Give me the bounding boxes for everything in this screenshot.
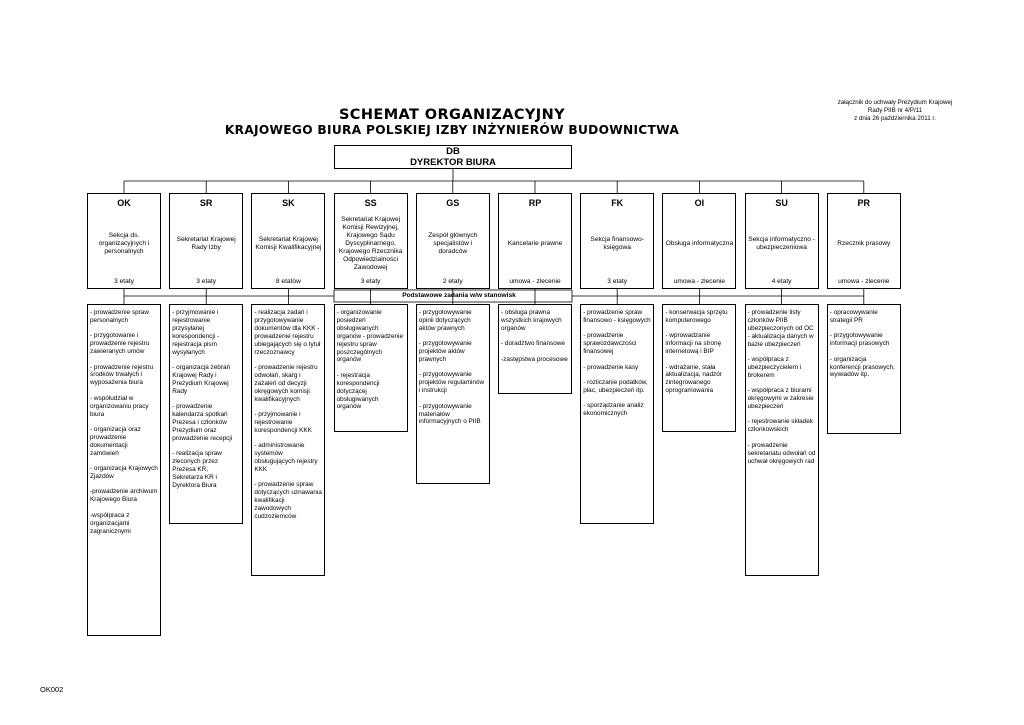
unit-staffing: 3 etaty: [114, 278, 134, 285]
director-code: DB: [446, 146, 460, 157]
task-item: - doradztwo finansowe: [501, 340, 565, 348]
task-list: [745, 304, 819, 576]
unit-description-text: Sekcja informatyczno - ubezpieczeniowa: [748, 236, 815, 251]
task-list: [251, 304, 325, 576]
unit-staffing: 3 etaty: [196, 278, 217, 285]
task-item: - przyjmowanie i rejestrowanie przysyłanej korespondencji - rejestracja pism wysyłanych: [172, 309, 220, 356]
task-item: - konserwacja sprzętu komputerowego: [665, 309, 728, 324]
unit-staffing: 3 etaty: [607, 278, 628, 285]
unit-staffing: 4 etaty: [771, 278, 792, 285]
unit-code: SU: [775, 198, 788, 208]
task-list: [580, 304, 654, 524]
unit-description-text: Sekcja ds. organizacyjnych i personalnych: [98, 232, 150, 255]
task-item: - administrowanie systemów obsługujących rejestry KKK: [254, 442, 318, 473]
attachment-note-line: z dnia 26 października 2011 r.: [854, 115, 936, 122]
task-item: - współpraca z ubezpieczycielem i brokerem: [747, 356, 802, 379]
unit-box: [498, 193, 572, 289]
task-item: - przygotowywanie informacji prasowych: [829, 332, 890, 348]
task-item: - organizowanie posiedzeń obsługiwanych organów - prowadzenie rejestru spraw poszczególnych organów: [336, 309, 404, 364]
unit-code: OI: [694, 198, 705, 208]
unit-staffing: umowa - zlecenie: [838, 278, 890, 285]
task-item: - współudział w organizowaniu pracy biura: [90, 394, 149, 418]
unit-description: [583, 216, 651, 272]
task-list: [498, 304, 572, 394]
unit-description-text: Obsługa informatyczna: [665, 240, 734, 247]
unit-description-text: Zespół głównych specjalistów i doradców: [428, 232, 478, 255]
unit-code: FK: [611, 198, 624, 208]
task-list: [416, 304, 490, 484]
task-item: - rejestracja korespondencji dotyczącej obsługiwanych organów: [336, 371, 380, 411]
unit-staffing: umowa - zlecenie: [509, 278, 561, 285]
task-item: - prowadzenie rejestru odwołań, skarg i zażaleń od decyzji okręgowych komisji kwalifikacyjnych: [254, 363, 318, 403]
task-item: -współpraca z organizacjami zagranicznymi: [90, 511, 131, 535]
unit-box: [87, 193, 161, 289]
task-item: - prowadzenie listy członków PIIB ubezpieczonych od OC - aktualizacja danych w bazie ubezpieczeń: [747, 309, 814, 348]
director-name: DYREKTOR BIURA: [410, 156, 496, 168]
unit-code: SK: [282, 198, 295, 208]
task-item: - przygotowywanie materiałów informacyjnych o PIIB: [418, 402, 481, 426]
task-item: - organizacja konferencji prasowych, wywiadów itp.: [829, 355, 895, 379]
unit-code: GS: [446, 198, 460, 208]
unit-staffing: 8 etatów: [275, 278, 301, 285]
unit-description-text: Sekretariat Krajowej Rady Izby: [176, 236, 236, 251]
task-item: - organizacja Krajowych Zjazdów: [90, 465, 158, 480]
unit-description-text: Sekretariat Krajowej Komisji Rewizyjnej, Krajowego Sądu Dyscyplinarnego, Krajowego Rzecznika Odpowiedzialności Zawodowej: [338, 216, 403, 271]
unit-code: SS: [364, 198, 377, 208]
task-item: - opracowywanie strategii PR: [829, 309, 878, 324]
task-item: - prowadzenie spraw dotyczących uznawania kwalifikacji zawodowych cudzoziemców: [254, 481, 322, 520]
unit-description: [419, 216, 487, 272]
unit-code: PR: [857, 198, 871, 208]
unit-box: [662, 193, 736, 289]
task-item: - prowadzenie spraw finansowo - księgowych: [583, 309, 651, 324]
task-item: - obsługa prawna wszystkich krajowych organów: [501, 309, 562, 332]
unit-box: [827, 193, 901, 289]
footer-code: OK002: [40, 685, 64, 694]
task-list: [169, 304, 243, 524]
task-list: [334, 304, 408, 432]
attachment-note-line: Rady PIIB nr 4/P/11: [867, 107, 923, 114]
unit-description: [337, 216, 405, 272]
task-item: - przygotowanie i prowadzenie rejestru zawieranych umów: [90, 332, 150, 356]
unit-box: [416, 193, 490, 289]
task-list: [827, 304, 901, 434]
unit-description: [748, 216, 816, 272]
unit-staffing: umowa - zlecenie: [673, 278, 726, 285]
task-item: - organizacja zebrań Krajowej Rady i Prezydium Krajowej Rady: [172, 363, 231, 395]
unit-description-text: Sekretariat Krajowej Komisji Kwalifikacyjnej: [255, 236, 322, 251]
task-item: - przygotowywanie projektów aktów prawnych: [418, 340, 472, 364]
unit-description: [830, 216, 898, 272]
task-item: - prowadzenie sprawozdawczości finansowej: [583, 332, 637, 356]
task-item: - prowadzenie kasy: [583, 363, 639, 371]
task-item: - wprowadzanie informacji na stronę internetową i BIP: [665, 332, 722, 356]
unit-box: [169, 193, 243, 289]
task-item: -zastępstwa procesowe: [501, 355, 568, 363]
page-subtitle: KRAJOWEGO BIURA POLSKIEJ IZBY INŻYNIERÓW BUDOWNICTWA: [224, 123, 680, 137]
unit-staffing: 3 etaty: [360, 278, 381, 285]
unit-box: [251, 193, 325, 289]
unit-staffing: 2 etaty: [442, 278, 463, 285]
task-item: - prowadzenie kalendarza spotkań Prezesa i członków Prezydium oraz prowadzenie recepcji: [172, 403, 233, 442]
task-item: - przygotowywanie projektów regulaminów i instrukcji: [418, 371, 485, 395]
task-item: - prowadzenie spraw personalnych: [90, 309, 149, 324]
task-item: - rejestrowanie składek członkowskich: [747, 418, 813, 434]
unit-box: [580, 193, 654, 289]
unit-box: [334, 193, 408, 289]
unit-code: OK: [117, 198, 131, 208]
task-item: - realizacja zadań i przygotowywanie dokumentów dla KKK -prowadzenie rejestru ubiegających się o tytuł rzeczoznawcy: [254, 309, 321, 356]
attachment-note-line: załącznik do uchwały Prezydium Krajowej: [837, 99, 953, 106]
task-item: - przyjmowanie i rejestrowanie korespondencji KKK: [254, 410, 312, 434]
task-item: - prowadzenie sekretariatu odwołań od uchwał okręgowych rad: [747, 441, 816, 465]
task-item: - wdrażanie, stała aktualizacja, nadzór zintegrowanego oprogramowania: [665, 363, 722, 395]
page-title: SCHEMAT ORGANIZACYJNY: [338, 107, 566, 123]
tasks-header: Podstawowe zadania w/w stanowisk: [402, 292, 516, 299]
unit-description-text: Sekcja finansowo-księgowa: [590, 236, 644, 251]
task-item: -prowadzenie archiwum Krajowego Biura: [90, 488, 158, 504]
task-list: [87, 304, 161, 636]
attachment-note: [820, 99, 970, 123]
unit-description: [665, 216, 733, 272]
task-item: - współpraca z biurami okręgowymi w zakresie ubezpieczeń: [747, 387, 814, 411]
task-item: - organizacja oraz prowadzenie dokumentacji zamówień: [90, 425, 141, 457]
task-item: - sporządzanie analiz ekonomicznych: [583, 402, 644, 418]
unit-code: RP: [528, 198, 542, 208]
task-item: - prowadzenie rejestru środków trwałych i wyposażenia biura: [90, 363, 154, 387]
task-item: - rozliczanie podatków, płac, ubezpieczeń itp.: [583, 378, 648, 394]
unit-box: [745, 193, 819, 289]
task-item: - przygotowywanie opinii dotyczących aktów prawnych: [418, 309, 472, 332]
task-item: - realizacja spraw zleconych przez Prezesa KR, Sekretarza KR i Dyrektora Biura: [172, 450, 222, 489]
unit-description: [90, 216, 158, 272]
unit-code: SR: [199, 198, 213, 208]
unit-description-text: Kancelarie prawne: [507, 240, 563, 247]
director-box: [334, 145, 572, 169]
task-list: [662, 304, 736, 432]
unit-description-text: Rzecznik prasowy: [837, 240, 891, 247]
unit-description: [501, 216, 569, 272]
unit-description: [254, 216, 322, 272]
unit-description: [172, 216, 240, 272]
